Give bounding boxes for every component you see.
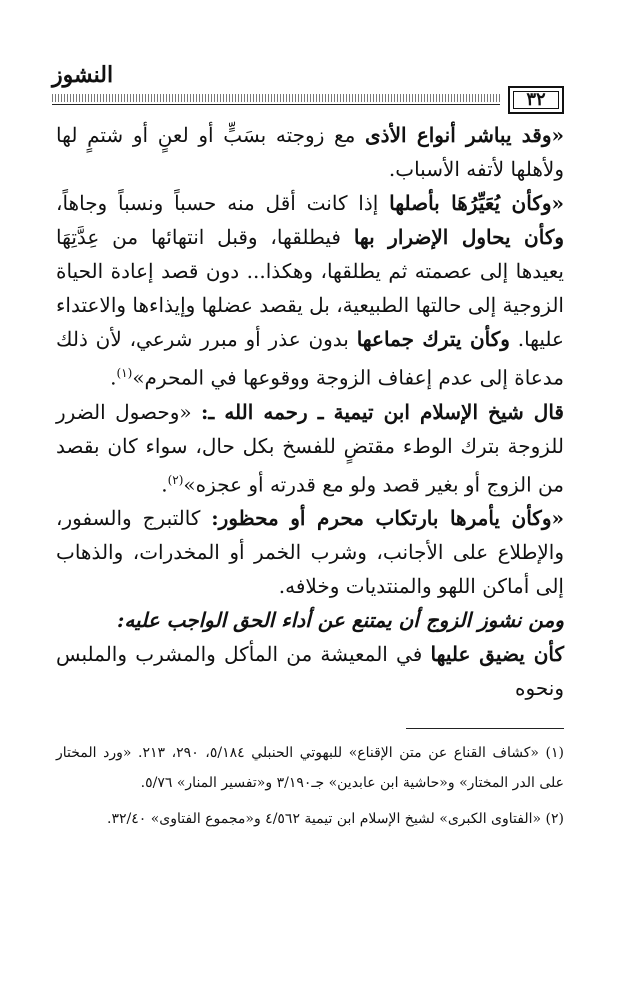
footnote-ref: (٢)	[167, 472, 184, 487]
paragraph	[56, 186, 564, 395]
text-run: مع زوجته بسَبٍّ أو لعنٍ أو شتمٍ لها ولأهلها لأتفه الأسباب.	[56, 123, 564, 181]
page-header	[52, 58, 564, 110]
header-rule	[52, 104, 500, 105]
text-run: ومن نشوز الزوج أن يمتنع عن أداء الحق الواجب عليه:	[116, 608, 564, 633]
paragraph	[56, 395, 564, 502]
paragraph	[56, 501, 564, 603]
text-run: .	[161, 472, 168, 497]
body-text	[56, 118, 564, 705]
footnote-separator	[406, 728, 564, 729]
text-run: كالتبرج والسفور، والإطلاع على الأجانب، وشرب الخمر أو المخدرات، والذهاب إلى أماكن اللهو والمنتديات وخلافه.	[56, 506, 564, 599]
text-run: كأن يضيق عليها	[430, 642, 564, 667]
text-run: «وحصول الضرر للزوجة بترك الوطء مقتضٍ للفسخ بكل حال، سواء كان بقصد من الزوج أو بغير قصد ولو مع قدرته أو عجزه»	[56, 399, 564, 497]
header-ornament-rule	[52, 94, 500, 102]
footnote	[56, 738, 564, 798]
paragraph	[56, 637, 564, 705]
footnotes	[56, 738, 564, 840]
text-run: فيطلقها، وقبل انتهائها من عِدَّتِهَا يعيدها إلى عصمته ثم يطلقها، وهكذا... دون قصد إعادة الحياة الزوجية إلى حالتها الطبيعية، بل يقصد عضلها وإيذاءها والاعتداء عليها.	[56, 225, 564, 351]
paragraph	[56, 603, 564, 637]
text-run: في المعيشة من المأكل والمشرب والملبس ونحوه	[56, 642, 564, 701]
text-run: وكأن يحاول الإضرار بها	[353, 225, 565, 249]
text-run: «وكأن يُعَيِّرُهَا بأصلها	[389, 191, 564, 215]
running-head: النشوز	[52, 62, 114, 88]
text-run: بدون عذر أو مبرر شرعي، لأن ذلك مدعاة إلى عدم إعفاف الزوجة ووقوعها في المحرم»	[56, 327, 564, 390]
text-run: قال شيخ الإسلام ابن تيمية ـ رحمه الله ـ:	[201, 399, 564, 424]
footnote-text: «الفتاوى الكبرى» لشيخ الإسلام ابن تيمية ٤/٥٦٢ و«مجموع الفتاوى» ٣٢/٤٠.	[107, 811, 546, 827]
text-run: .	[110, 365, 117, 390]
footnote	[56, 804, 564, 834]
footnote-text: «كشاف القناع عن متن الإقناع» للبهوتي الحنبلي ٥/١٨٤، ٢٩٠، ٢١٣. «ورد المختار على الدر المختار» و«حاشية ابن عابدين» جـ٣/١٩٠ و«تفسير المنار» ٥/٧٦.	[56, 745, 564, 791]
paragraph	[56, 118, 564, 186]
footnote-mark: (١)	[545, 745, 565, 761]
text-run: «وقد يباشر أنواع الأذى	[365, 123, 565, 147]
text-run: إذا كانت أقل منه حسباً ونسباً وجاهاً،	[56, 191, 390, 215]
text-run: «وكأن يأمرها بارتكاب محرم أو محظور:	[211, 506, 564, 531]
footnote-mark: (٢)	[545, 811, 564, 827]
footnote-ref: (١)	[116, 366, 133, 380]
text-run: وكأن يترك جماعها	[356, 327, 510, 351]
page-number: ٣٢	[508, 86, 564, 114]
